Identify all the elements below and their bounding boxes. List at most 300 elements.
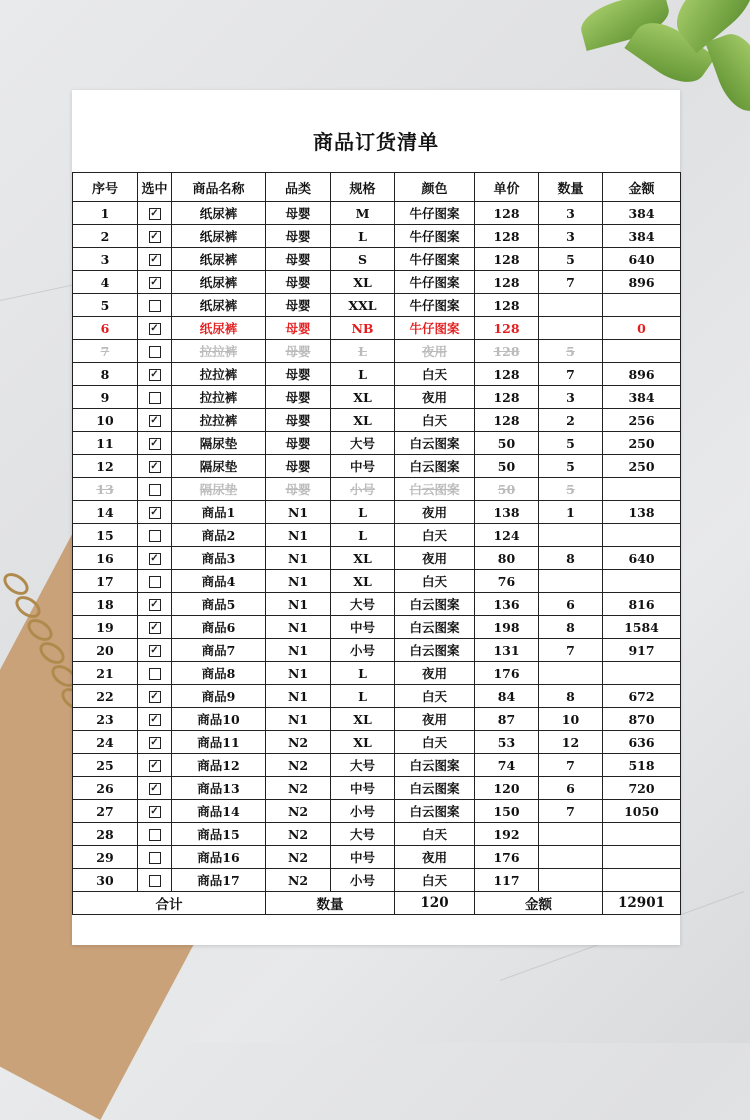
select-cell	[138, 662, 172, 685]
select-cell	[138, 363, 172, 386]
cell-no: 7	[73, 340, 138, 363]
cell-amount: 384	[603, 202, 681, 225]
checkbox-unchecked[interactable]	[149, 530, 161, 542]
header-size: 规格	[331, 173, 395, 202]
cell-price: 198	[475, 616, 539, 639]
cell-name: 商品15	[172, 823, 266, 846]
cell-price: 120	[475, 777, 539, 800]
cell-name: 拉拉裤	[172, 409, 266, 432]
cell-price: 128	[475, 294, 539, 317]
total-qty-value: 120	[395, 892, 475, 915]
cell-color: 牛仔图案	[395, 225, 475, 248]
select-cell	[138, 685, 172, 708]
cell-size: 中号	[331, 455, 395, 478]
table-row	[73, 225, 681, 248]
cell-color: 牛仔图案	[395, 271, 475, 294]
cell-name: 商品6	[172, 616, 266, 639]
cell-amount: 720	[603, 777, 681, 800]
cell-price: 128	[475, 202, 539, 225]
cell-no: 9	[73, 386, 138, 409]
cell-qty	[539, 570, 603, 593]
cell-price: 117	[475, 869, 539, 892]
cell-qty: 7	[539, 363, 603, 386]
cell-no: 26	[73, 777, 138, 800]
total-amount-label: 金额	[475, 892, 603, 915]
cell-size: 大号	[331, 593, 395, 616]
cell-name: 纸尿裤	[172, 317, 266, 340]
cell-color: 白天	[395, 869, 475, 892]
cell-color: 白天	[395, 685, 475, 708]
cell-size: XL	[331, 271, 395, 294]
cell-size: XL	[331, 547, 395, 570]
cell-qty: 7	[539, 639, 603, 662]
checkbox-unchecked[interactable]	[149, 875, 161, 887]
cell-category: 母婴	[266, 409, 331, 432]
cell-qty	[539, 317, 603, 340]
cell-category: N1	[266, 639, 331, 662]
cell-price: 50	[475, 455, 539, 478]
cell-no: 2	[73, 225, 138, 248]
select-cell	[138, 432, 172, 455]
cell-color: 白云图案	[395, 639, 475, 662]
cell-category: N2	[266, 731, 331, 754]
cell-amount	[603, 846, 681, 869]
select-cell	[138, 593, 172, 616]
checkbox-checked[interactable]: ✓	[150, 760, 159, 771]
select-cell	[138, 708, 172, 731]
cell-category: N1	[266, 616, 331, 639]
cell-category: N1	[266, 501, 331, 524]
cell-category: N1	[266, 685, 331, 708]
cell-name: 纸尿裤	[172, 294, 266, 317]
cell-qty	[539, 869, 603, 892]
table-row	[73, 202, 681, 225]
cell-qty: 5	[539, 432, 603, 455]
cell-no: 24	[73, 731, 138, 754]
cell-size: 中号	[331, 846, 395, 869]
cell-color: 白云图案	[395, 754, 475, 777]
cell-price: 87	[475, 708, 539, 731]
checkbox-unchecked[interactable]	[149, 576, 161, 588]
cell-qty: 5	[539, 340, 603, 363]
cell-qty	[539, 524, 603, 547]
select-cell	[138, 524, 172, 547]
cell-no: 30	[73, 869, 138, 892]
checkbox-checked[interactable]: ✓	[150, 691, 159, 702]
select-cell	[138, 777, 172, 800]
cell-qty: 12	[539, 731, 603, 754]
cell-price: 128	[475, 363, 539, 386]
cell-category: 母婴	[266, 294, 331, 317]
checkbox-checked[interactable]: ✓	[150, 507, 159, 518]
cell-qty: 5	[539, 248, 603, 271]
select-cell	[138, 570, 172, 593]
cell-qty: 7	[539, 271, 603, 294]
cell-size: XXL	[331, 294, 395, 317]
table-row	[73, 547, 681, 570]
cell-no: 17	[73, 570, 138, 593]
cell-size: 中号	[331, 777, 395, 800]
cell-name: 商品13	[172, 777, 266, 800]
cell-amount: 917	[603, 639, 681, 662]
cell-name: 拉拉裤	[172, 386, 266, 409]
table-row	[73, 478, 681, 501]
cell-category: 母婴	[266, 202, 331, 225]
cell-color: 白天	[395, 409, 475, 432]
table-row	[73, 317, 681, 340]
cell-amount: 138	[603, 501, 681, 524]
cell-no: 19	[73, 616, 138, 639]
cell-category: 母婴	[266, 271, 331, 294]
cell-color: 夜用	[395, 708, 475, 731]
cell-category: 母婴	[266, 455, 331, 478]
cell-amount: 816	[603, 593, 681, 616]
cell-price: 136	[475, 593, 539, 616]
cell-amount: 672	[603, 685, 681, 708]
cell-name: 商品11	[172, 731, 266, 754]
checkbox-unchecked[interactable]	[149, 392, 161, 404]
select-cell	[138, 409, 172, 432]
checkbox-unchecked[interactable]	[149, 346, 161, 358]
select-cell	[138, 340, 172, 363]
cell-no: 10	[73, 409, 138, 432]
cell-price: 128	[475, 386, 539, 409]
checkbox-unchecked[interactable]	[149, 852, 161, 864]
cell-size: 小号	[331, 869, 395, 892]
select-cell	[138, 455, 172, 478]
checkbox-checked[interactable]: ✓	[150, 369, 159, 380]
cell-price: 138	[475, 501, 539, 524]
table-header-row	[73, 173, 681, 202]
cell-size: 大号	[331, 823, 395, 846]
cell-color: 夜用	[395, 340, 475, 363]
cell-no: 27	[73, 800, 138, 823]
cell-name: 商品17	[172, 869, 266, 892]
cell-name: 商品14	[172, 800, 266, 823]
cell-size: L	[331, 524, 395, 547]
cell-amount: 250	[603, 432, 681, 455]
cell-amount	[603, 662, 681, 685]
cell-price: 128	[475, 248, 539, 271]
cell-qty: 3	[539, 202, 603, 225]
table-row	[73, 662, 681, 685]
cell-name: 商品7	[172, 639, 266, 662]
cell-category: N2	[266, 869, 331, 892]
cell-size: 大号	[331, 432, 395, 455]
cell-name: 商品3	[172, 547, 266, 570]
table-row	[73, 823, 681, 846]
checkbox-checked[interactable]: ✓	[150, 783, 159, 794]
cell-amount	[603, 340, 681, 363]
cell-amount: 640	[603, 547, 681, 570]
cell-category: N2	[266, 846, 331, 869]
cell-price: 128	[475, 409, 539, 432]
cell-color: 白天	[395, 363, 475, 386]
table-row	[73, 869, 681, 892]
select-cell	[138, 501, 172, 524]
total-label: 合计	[73, 892, 266, 915]
cell-category: 母婴	[266, 340, 331, 363]
table-row	[73, 593, 681, 616]
cell-color: 白天	[395, 524, 475, 547]
cell-name: 商品2	[172, 524, 266, 547]
checkbox-checked[interactable]: ✓	[150, 438, 159, 449]
cell-amount: 896	[603, 363, 681, 386]
table-row	[73, 386, 681, 409]
cell-category: 母婴	[266, 317, 331, 340]
order-table	[72, 172, 681, 915]
cell-price: 150	[475, 800, 539, 823]
cell-size: 中号	[331, 616, 395, 639]
cell-size: NB	[331, 317, 395, 340]
cell-no: 8	[73, 363, 138, 386]
table-row	[73, 248, 681, 271]
cell-amount: 636	[603, 731, 681, 754]
cell-category: 母婴	[266, 432, 331, 455]
cell-price: 50	[475, 478, 539, 501]
cell-color: 夜用	[395, 501, 475, 524]
cell-category: N2	[266, 777, 331, 800]
cell-qty: 5	[539, 478, 603, 501]
checkbox-checked[interactable]: ✓	[150, 599, 159, 610]
cell-name: 纸尿裤	[172, 225, 266, 248]
cell-price: 80	[475, 547, 539, 570]
cell-color: 白云图案	[395, 432, 475, 455]
table-row	[73, 570, 681, 593]
cell-no: 13	[73, 478, 138, 501]
cell-amount	[603, 823, 681, 846]
total-amount-value: 12901	[603, 892, 681, 915]
cell-name: 纸尿裤	[172, 271, 266, 294]
cell-name: 纸尿裤	[172, 202, 266, 225]
cell-no: 12	[73, 455, 138, 478]
table-row	[73, 616, 681, 639]
select-cell	[138, 616, 172, 639]
cell-size: L	[331, 225, 395, 248]
cell-category: N2	[266, 754, 331, 777]
cell-price: 50	[475, 432, 539, 455]
cell-no: 6	[73, 317, 138, 340]
cell-amount	[603, 478, 681, 501]
total-qty-label: 数量	[266, 892, 395, 915]
cell-size: L	[331, 340, 395, 363]
cell-category: N1	[266, 547, 331, 570]
cell-size: 大号	[331, 754, 395, 777]
table-row	[73, 777, 681, 800]
cell-qty: 8	[539, 685, 603, 708]
cell-category: N1	[266, 708, 331, 731]
select-cell	[138, 317, 172, 340]
cell-qty: 8	[539, 616, 603, 639]
table-row	[73, 271, 681, 294]
cell-color: 夜用	[395, 547, 475, 570]
cell-qty: 8	[539, 547, 603, 570]
select-cell	[138, 869, 172, 892]
cell-color: 白天	[395, 823, 475, 846]
cell-category: N1	[266, 570, 331, 593]
cell-price: 176	[475, 662, 539, 685]
cell-name: 商品12	[172, 754, 266, 777]
table-row	[73, 846, 681, 869]
cell-size: L	[331, 501, 395, 524]
cell-size: XL	[331, 570, 395, 593]
cell-amount: 896	[603, 271, 681, 294]
cell-no: 29	[73, 846, 138, 869]
checkbox-checked[interactable]: ✓	[150, 622, 159, 633]
cell-qty: 5	[539, 455, 603, 478]
cell-color: 夜用	[395, 386, 475, 409]
table-row	[73, 432, 681, 455]
cell-color: 白云图案	[395, 800, 475, 823]
header-category: 品类	[266, 173, 331, 202]
select-cell	[138, 248, 172, 271]
cell-qty: 6	[539, 777, 603, 800]
cell-name: 商品10	[172, 708, 266, 731]
cell-qty	[539, 823, 603, 846]
cell-category: 母婴	[266, 225, 331, 248]
cell-name: 隔尿垫	[172, 432, 266, 455]
cell-name: 商品1	[172, 501, 266, 524]
checkbox-checked[interactable]: ✓	[150, 553, 159, 564]
cell-qty: 3	[539, 225, 603, 248]
cell-category: N2	[266, 823, 331, 846]
checkbox-checked[interactable]: ✓	[150, 737, 159, 748]
checkbox-checked[interactable]: ✓	[150, 254, 159, 265]
cell-amount	[603, 294, 681, 317]
cell-amount: 640	[603, 248, 681, 271]
checkbox-unchecked[interactable]	[149, 829, 161, 841]
cell-category: 母婴	[266, 363, 331, 386]
checkbox-checked[interactable]: ✓	[150, 231, 159, 242]
cell-no: 3	[73, 248, 138, 271]
cell-name: 商品8	[172, 662, 266, 685]
cell-no: 20	[73, 639, 138, 662]
cell-category: N1	[266, 593, 331, 616]
cell-color: 牛仔图案	[395, 317, 475, 340]
select-cell	[138, 271, 172, 294]
checkbox-unchecked[interactable]	[149, 668, 161, 680]
cell-price: 128	[475, 317, 539, 340]
checkbox-checked[interactable]: ✓	[150, 323, 159, 334]
select-cell	[138, 800, 172, 823]
cell-size: 小号	[331, 478, 395, 501]
cell-qty: 1	[539, 501, 603, 524]
cell-qty: 6	[539, 593, 603, 616]
checkbox-unchecked[interactable]	[149, 484, 161, 496]
cell-amount	[603, 524, 681, 547]
cell-amount	[603, 570, 681, 593]
cell-price: 128	[475, 225, 539, 248]
order-sheet	[72, 90, 680, 945]
header-color: 颜色	[395, 173, 475, 202]
cell-qty: 3	[539, 386, 603, 409]
cell-qty: 7	[539, 754, 603, 777]
checkbox-checked[interactable]: ✓	[150, 415, 159, 426]
checkbox-checked[interactable]: ✓	[150, 208, 159, 219]
header-qty: 数量	[539, 173, 603, 202]
checkbox-checked[interactable]: ✓	[150, 277, 159, 288]
cell-price: 192	[475, 823, 539, 846]
cell-category: 母婴	[266, 478, 331, 501]
select-cell	[138, 294, 172, 317]
cell-no: 23	[73, 708, 138, 731]
cell-amount: 384	[603, 225, 681, 248]
table-row	[73, 409, 681, 432]
cell-size: XL	[331, 731, 395, 754]
table-row	[73, 800, 681, 823]
cell-price: 76	[475, 570, 539, 593]
cell-no: 4	[73, 271, 138, 294]
cell-amount: 250	[603, 455, 681, 478]
select-cell	[138, 478, 172, 501]
table-row	[73, 524, 681, 547]
table-row	[73, 708, 681, 731]
cell-category: N1	[266, 524, 331, 547]
cell-price: 84	[475, 685, 539, 708]
select-cell	[138, 639, 172, 662]
table-row	[73, 455, 681, 478]
cell-no: 14	[73, 501, 138, 524]
cell-size: XL	[331, 708, 395, 731]
cell-qty	[539, 662, 603, 685]
cell-qty: 10	[539, 708, 603, 731]
checkbox-checked[interactable]: ✓	[150, 714, 159, 725]
cell-amount: 384	[603, 386, 681, 409]
cell-color: 牛仔图案	[395, 248, 475, 271]
cell-no: 5	[73, 294, 138, 317]
header-no: 序号	[73, 173, 138, 202]
cell-price: 124	[475, 524, 539, 547]
cell-no: 15	[73, 524, 138, 547]
cell-color: 夜用	[395, 846, 475, 869]
checkbox-checked[interactable]: ✓	[150, 461, 159, 472]
checkbox-unchecked[interactable]	[149, 300, 161, 312]
cell-price: 128	[475, 271, 539, 294]
cell-no: 18	[73, 593, 138, 616]
cell-name: 纸尿裤	[172, 248, 266, 271]
cell-color: 白云图案	[395, 478, 475, 501]
cell-category: N2	[266, 800, 331, 823]
table-row	[73, 685, 681, 708]
cell-price: 131	[475, 639, 539, 662]
cell-color: 白云图案	[395, 455, 475, 478]
cell-size: S	[331, 248, 395, 271]
cell-amount: 870	[603, 708, 681, 731]
cell-price: 176	[475, 846, 539, 869]
cell-amount: 518	[603, 754, 681, 777]
table-row	[73, 294, 681, 317]
table-row	[73, 501, 681, 524]
cell-no: 11	[73, 432, 138, 455]
cell-color: 白云图案	[395, 616, 475, 639]
checkbox-checked[interactable]: ✓	[150, 806, 159, 817]
cell-price: 128	[475, 340, 539, 363]
header-price: 单价	[475, 173, 539, 202]
cell-name: 拉拉裤	[172, 363, 266, 386]
cell-no: 28	[73, 823, 138, 846]
cell-name: 商品4	[172, 570, 266, 593]
table-row	[73, 340, 681, 363]
cell-color: 白天	[395, 731, 475, 754]
cell-qty	[539, 294, 603, 317]
table-row	[73, 363, 681, 386]
cell-size: XL	[331, 409, 395, 432]
cell-color: 牛仔图案	[395, 202, 475, 225]
cell-no: 16	[73, 547, 138, 570]
cell-size: L	[331, 363, 395, 386]
checkbox-checked[interactable]: ✓	[150, 645, 159, 656]
cell-price: 53	[475, 731, 539, 754]
